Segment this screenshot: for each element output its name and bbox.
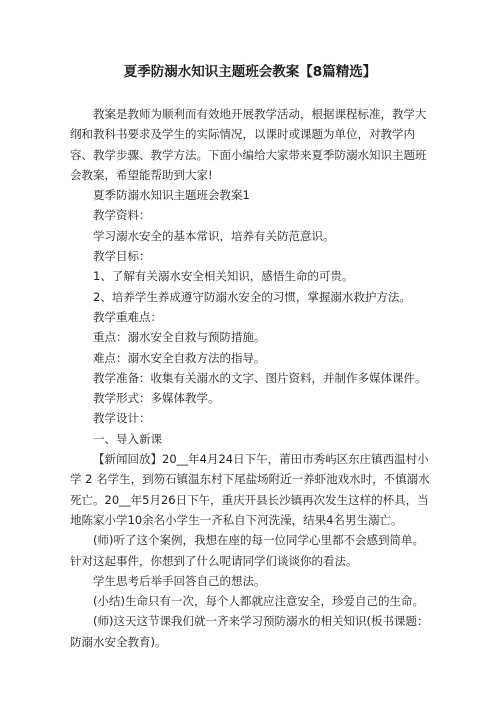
paragraph: 学生思考后举手回答自己的想法。 — [93, 573, 266, 588]
document-body — [70, 104, 430, 652]
intro-paragraph: 教案是教师为顺利而有效地开展教学活动，根据课程标准，教学大纲和教科书要求及学生的实际情况，以课时或课题为单位，对教学内容、教学步骤、教学方法。下面小编给大家带来夏季防溺水知识主题班会教案，希望能帮助到大家! — [70, 107, 427, 182]
section-label: 教学重难点： — [93, 309, 162, 324]
document-title: 夏季防溺水知识主题班会教案【8篇精选】 — [123, 64, 377, 80]
paragraph: 学习溺水安全的基本常识，培养有关防范意识。 — [93, 228, 335, 243]
paragraph: (师)这天这节课我们就一齐来学习预防溺水的相关知识(板书课题：防溺水安全教育)。 — [70, 614, 429, 649]
paragraph: 重点：溺水安全自救与预防措施。 — [93, 330, 266, 345]
section-label: 教学设计： — [93, 411, 151, 426]
paragraph: (小结)生命只有一次，每个人都就应注意安全，珍爱自己的生命。 — [93, 594, 424, 609]
paragraph: 教学形式：多媒体教学。 — [93, 391, 220, 406]
section-heading: 一、导入新课 — [93, 431, 162, 446]
lesson-plan-heading: 夏季防溺水知识主题班会教案1 — [93, 188, 250, 203]
section-label: 教学资料： — [93, 208, 151, 223]
list-item: 1、了解有关溺水安全相关知识，感悟生命的可贵。 — [93, 269, 354, 284]
section-label: 教学目标： — [93, 249, 151, 264]
paragraph: (师)听了这个案例，我想在座的每一位同学心里都不会感到简单。针对这起事件，你想到了什么呢请同学们谈谈你的看法。 — [70, 533, 424, 568]
paragraph: 难点：溺水安全自救方法的指导。 — [93, 350, 266, 365]
news-paragraph: 【新闻回放】20__年4月24日下午，莆田市秀屿区东庄镇西温村小学 2 名学生，到笏石镇温东村下尾盐场附近一养虾池戏水时，不慎溺水死亡。20__年5月26日下午，重庆开县长沙镇再次发生这样的杯具，当地陈家小学10余名小学生一齐私自下河洗澡，结果4名男生溺亡。 — [70, 452, 430, 527]
list-item: 2、培养学生养成遵守防溺水安全的习惯，掌握溺水救护方法。 — [93, 289, 411, 304]
paragraph: 教学准备：收集有关溺水的文字、图片资料，并制作多媒体课件。 — [93, 370, 427, 385]
